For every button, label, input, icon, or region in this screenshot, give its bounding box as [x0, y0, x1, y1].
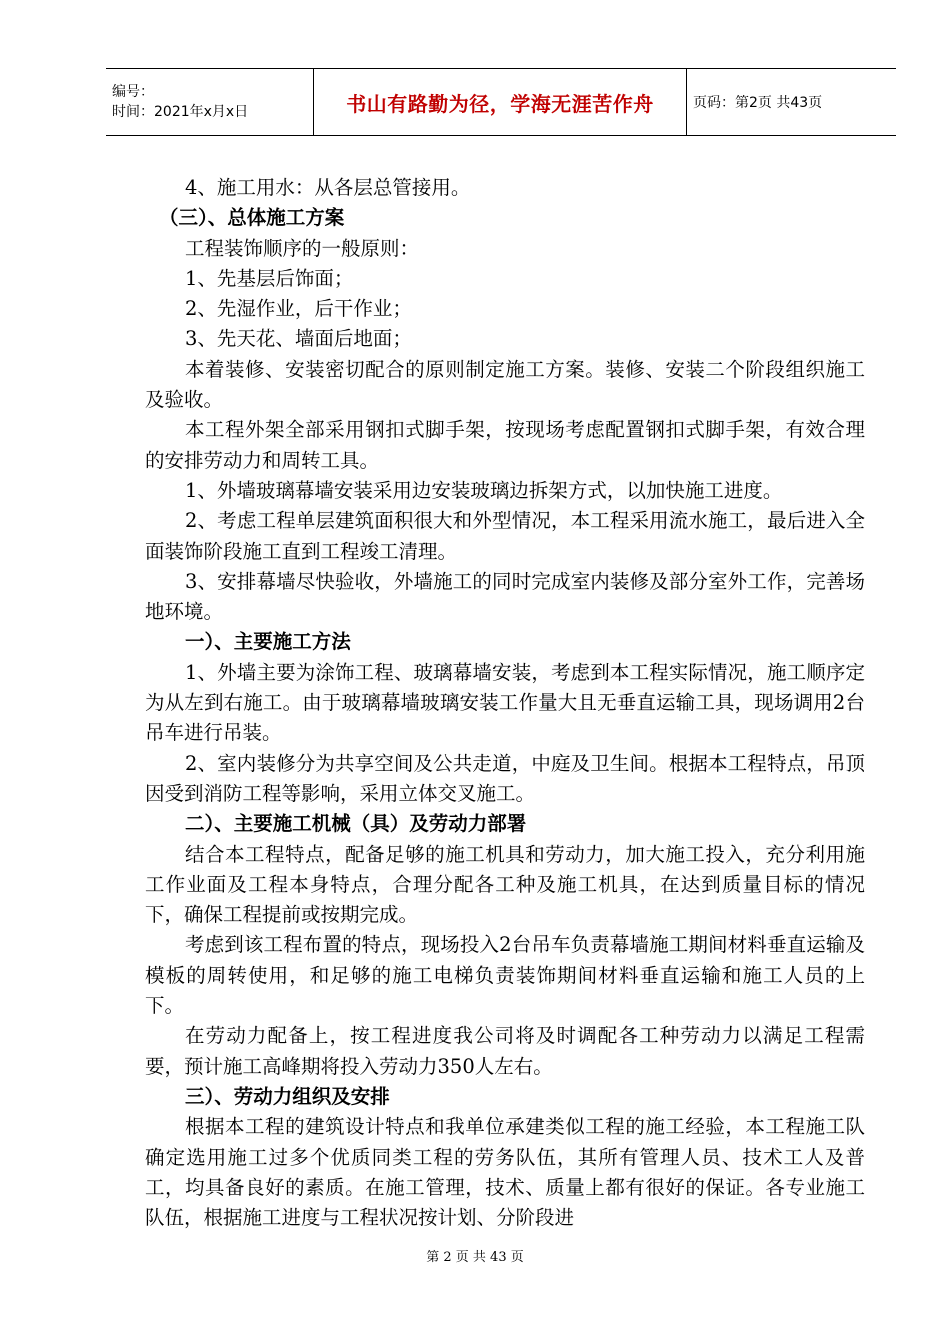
- list-item: 1、先基层后饰面；: [185, 266, 354, 290]
- header-page-cell: [687, 69, 897, 136]
- section-heading: 一）、主要施工方法: [185, 630, 351, 654]
- paragraph: 1、外墙玻璃幕墙安装采用边安装玻璃边拆架方式，以加快施工进度。: [185, 478, 783, 502]
- paragraph: 考虑到该工程布置的特点，现场投入2台吊车负责幕墙施工期间材料垂直运输及模板的周转使用，和足够的施工电梯负责装饰期间材料垂直运输和施工人员的上下。: [145, 933, 865, 1018]
- paragraph: 本着装修、安装密切配合的原则制定施工方案。装修、安装二个阶段组织施工及验收。: [145, 357, 865, 412]
- page-info: 页码：第2页 共43页: [693, 94, 823, 111]
- header-motto-cell: [314, 69, 687, 136]
- paragraph: 2、室内装修分为共享空间及公共走道，中庭及卫生间。根据本工程特点，吊顶因受到消防工程等影响，采用立体交叉施工。: [145, 751, 865, 805]
- paragraph: 结合本工程特点，配备足够的施工机具和劳动力，加大施工投入，充分利用施工作业面及工程本身特点，合理分配各工种及施工机具，在达到质量目标的情况下，确保工程提前或按期完成。: [145, 842, 865, 927]
- document-body: [145, 173, 865, 1233]
- section-heading: （三）、总体施工方案: [159, 206, 345, 230]
- paragraph: 4、施工用水：从各层总管接用。: [185, 176, 471, 199]
- page-footer: 第 2 页 共 43 页: [426, 1250, 524, 1265]
- paragraph: 在劳动力配备上，按工程进度我公司将及时调配各工种劳动力以满足工程需要，预计施工高峰期将投入劳动力350人左右。: [145, 1024, 865, 1078]
- paragraph: 1、外墙主要为涂饰工程、玻璃幕墙安装，考虑到本工程实际情况，施工顺序定为从左到右施工。由于玻璃幕墙玻璃安装工作量大且无垂直运输工具，现场调用2台吊车进行吊装。: [145, 660, 865, 745]
- paragraph: 本工程外架全部采用钢扣式脚手架，按现场考虑配置钢扣式脚手架，有效合理的安排劳动力和周转工具。: [145, 418, 865, 472]
- list-item: 3、先天花、墙面后地面；: [185, 327, 412, 351]
- number-label: 编号：: [112, 84, 154, 100]
- document-header: [106, 68, 896, 136]
- motto-text: 书山有路勤为径，学海无涯苦作舟: [346, 91, 654, 116]
- paragraph: 3、安排幕墙尽快验收，外墙施工的同时完成室内装修及部分室外工作，完善场地环境。: [145, 569, 865, 624]
- date-label: 时间：2021年x月x日: [112, 104, 249, 120]
- section-heading: 三）、劳动力组织及安排: [185, 1084, 390, 1108]
- list-item: 2、先湿作业，后干作业；: [185, 297, 412, 321]
- paragraph: 2、考虑工程单层建筑面积很大和外型情况，本工程采用流水施工，最后进入全面装饰阶段施工直到工程竣工清理。: [145, 509, 865, 563]
- paragraph: 根据本工程的建筑设计特点和我单位承建类似工程的施工经验，本工程施工队确定选用施工过多个优质同类工程的劳务队伍，其所有管理人员、技术工人及普工，均具备良好的素质。在施工管理，技术、质量上都有很好的保证。各专业施工队伍，根据施工进度与工程状况按计划、分阶段进: [145, 1115, 865, 1230]
- header-meta-cell: [106, 69, 314, 136]
- paragraph: 工程装饰顺序的一般原则：: [185, 236, 420, 260]
- section-heading: 二）、主要施工机械（具）及劳动力部署: [185, 812, 527, 836]
